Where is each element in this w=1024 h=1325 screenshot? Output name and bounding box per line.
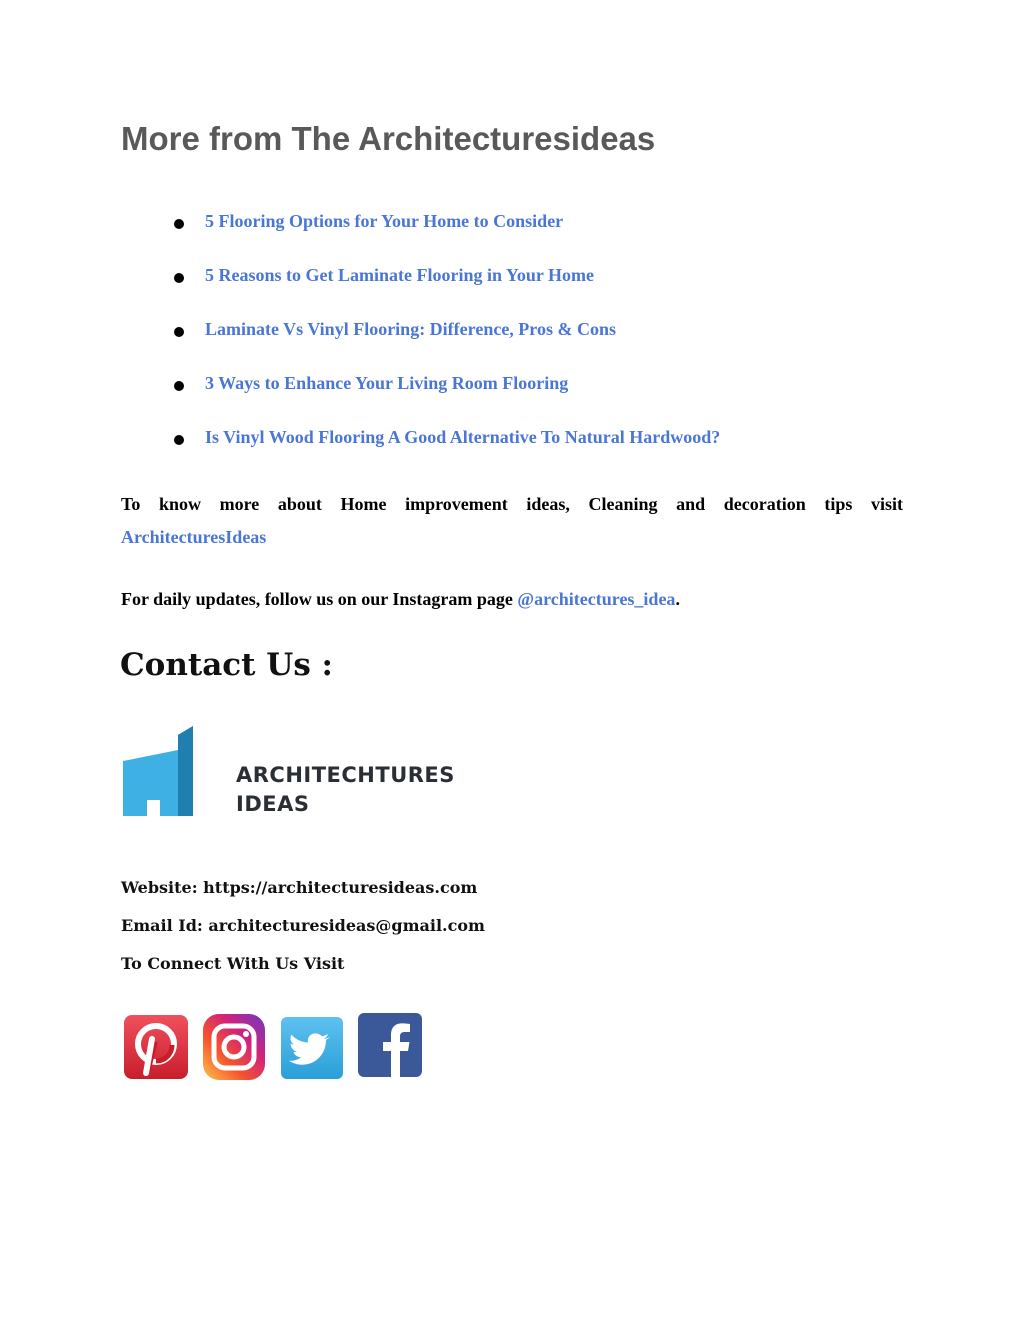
- bullet-icon: [174, 327, 184, 337]
- architecturesideas-link[interactable]: ArchitecturesIdeas: [121, 527, 267, 547]
- instagram-paragraph-text: For daily updates, follow us on our Instagram page: [121, 589, 518, 609]
- twitter-icon[interactable]: [278, 1011, 346, 1081]
- building-logo-icon: [120, 723, 220, 823]
- logo-line-1: ARCHITECHTURES: [236, 763, 455, 787]
- connect-line: To Connect With Us Visit: [121, 954, 345, 973]
- list-item: [172, 373, 932, 407]
- bullet-icon: [174, 381, 184, 391]
- list-item: [172, 319, 932, 353]
- article-link[interactable]: Laminate Vs Vinyl Flooring: Difference, Pros & Cons: [205, 319, 616, 339]
- instagram-paragraph: [121, 589, 680, 610]
- more-section-heading: More from The Architecturesideas: [121, 120, 656, 157]
- email-line: Email Id: architecturesideas@gmail.com: [121, 916, 485, 935]
- pinterest-icon[interactable]: [122, 1011, 190, 1081]
- instagram-icon[interactable]: [199, 1011, 267, 1081]
- architecturesideas-link-wrapper: [121, 527, 266, 548]
- list-item: [172, 427, 932, 461]
- home-improvement-paragraph: To know more about Home improvement ideas, Cleaning and decoration tips visit: [121, 494, 903, 514]
- facebook-icon[interactable]: [356, 1011, 424, 1081]
- article-link[interactable]: Is Vinyl Wood Flooring A Good Alternative To Natural Hardwood?: [205, 427, 721, 447]
- list-item: [172, 211, 932, 245]
- instagram-paragraph-suffix: .: [675, 589, 680, 609]
- bullet-icon: [174, 273, 184, 283]
- logo-wordmark: [236, 761, 455, 819]
- article-link[interactable]: 5 Reasons to Get Laminate Flooring in Your Home: [205, 265, 594, 285]
- bullet-icon: [174, 435, 184, 445]
- article-link[interactable]: 3 Ways to Enhance Your Living Room Flooring: [205, 373, 569, 393]
- list-item: [172, 265, 932, 299]
- website-line: Website: https://architecturesideas.com: [121, 878, 478, 897]
- architectures-ideas-logo: [120, 723, 490, 823]
- contact-heading: Contact Us :: [120, 647, 334, 683]
- article-link[interactable]: 5 Flooring Options for Your Home to Consider: [205, 211, 564, 231]
- logo-line-2: IDEAS: [236, 792, 310, 816]
- instagram-handle-link[interactable]: @architectures_idea: [517, 589, 676, 609]
- bullet-icon: [174, 219, 184, 229]
